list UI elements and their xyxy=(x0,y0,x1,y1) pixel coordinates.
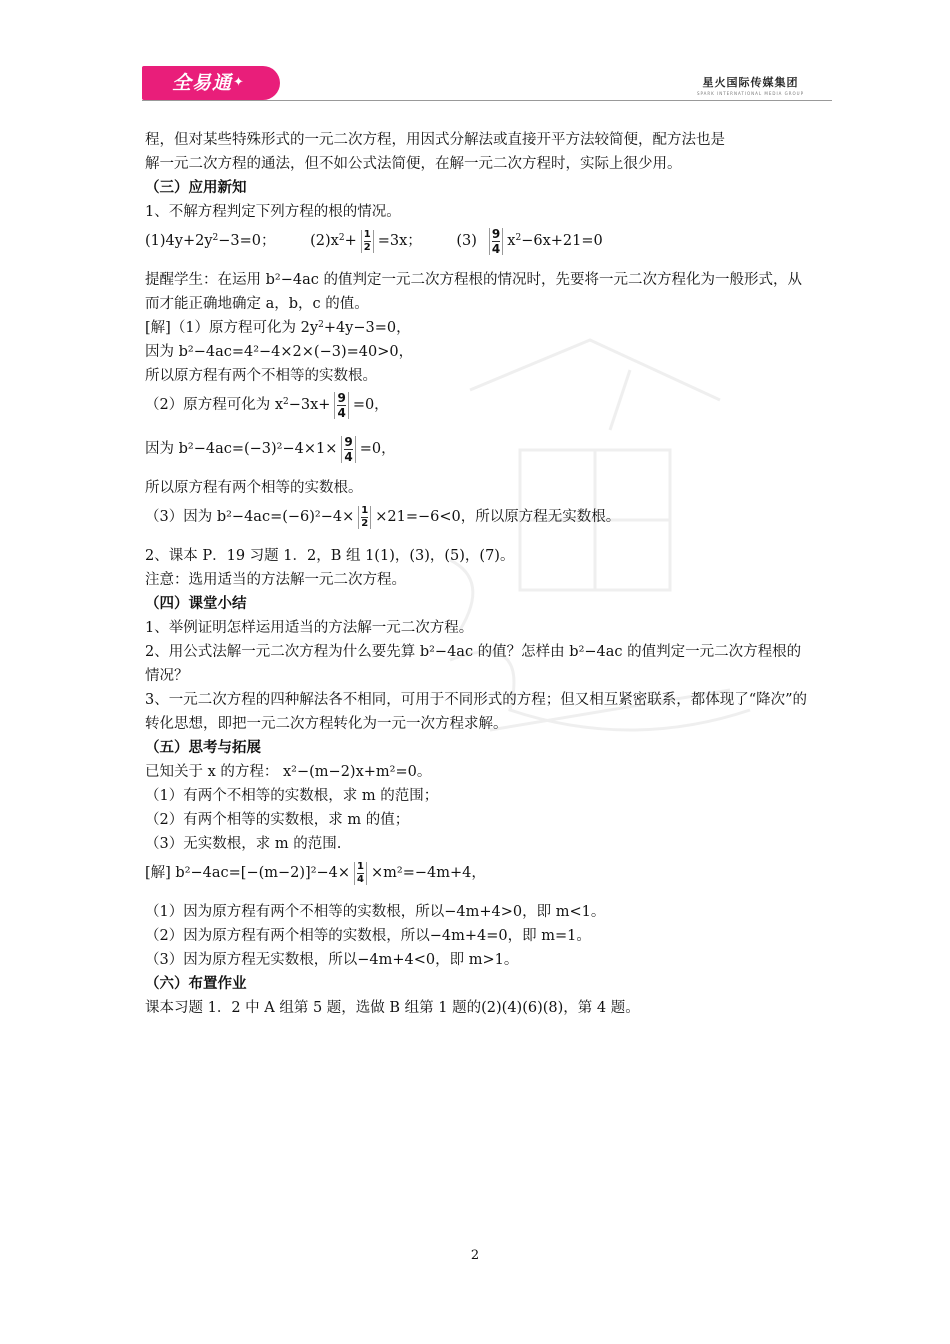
question: 2、课本 P．19 习题 1．2，B 组 1(1)，(3)，(5)，(7)。 xyxy=(145,548,515,564)
paragraph: 提醒学生：在运用 b²−4ac 的值判定一元二次方程根的情况时，先要将一元二次方程化为一般形式，从而才能正确地确定 a，b，c 的值。 xyxy=(145,272,802,312)
solution-line: 所以原方程有两个不相等的实数根。 xyxy=(145,368,377,384)
paragraph: 3、一元二次方程的四种解法各不相同，可用于不同形式的方程；但又相互紧密联系，都体现了“降次”的转化思想，即把一元二次方程转化为一元一次方程求解。 xyxy=(145,692,808,732)
publisher-brand xyxy=(697,74,804,96)
solution-line: （1）因为原方程有两个不相等的实数根，所以−4m+4>0，即 m<1。 xyxy=(145,904,606,920)
paragraph: 1、举例证明怎样运用适当的方法解一元二次方程。 xyxy=(145,620,474,636)
fraction: $\frac{9}{4}$ xyxy=(334,392,348,419)
fraction: $\frac{9}{4}$ xyxy=(489,228,503,255)
list-item: （3）无实数根，求 m 的范围. xyxy=(145,836,342,852)
list-item: （1）有两个不相等的实数根，求 m 的范围； xyxy=(145,788,439,804)
paragraph: 程，但对某些特殊形式的一元二次方程，用因式分解法或直接开平方法较简便，配方法也是 xyxy=(145,132,725,148)
paragraph: 课本习题 1．2 中 A 组第 5 题，选做 B 组第 1 题的(2)(4)(6)(8)，第 4 题。 xyxy=(145,1000,640,1016)
document-body xyxy=(145,128,810,1020)
solution-line: 因为 b²−4ac=4²−4×2×(−3)=40>0， xyxy=(145,344,414,360)
publisher-name-en: SPARK INTERNATIONAL MEDIA GROUP xyxy=(696,91,804,96)
equation-list: $(1)4y+2y^2-3=0$； $(2)x^2+$ $\frac{1}{2}$ =3x； (3) $\frac{9}{4}$ $x^2-6x+21=0$ xyxy=(145,226,603,256)
note: 注意：选用适当的方法解一元二次方程。 xyxy=(145,572,406,588)
brand-logo: 全易通✦ xyxy=(142,66,280,100)
section-heading: （六）布置作业 xyxy=(145,976,247,992)
section-heading: （四）课堂小结 xyxy=(145,596,247,612)
solution-line: （3）因为原方程无实数根，所以−4m+4<0，即 m>1。 xyxy=(145,952,519,968)
paragraph: 2、用公式法解一元二次方程为什么要先算 b²−4ac 的值？怎样由 b²−4ac 的值判定一元二次方程根的情况？ xyxy=(145,644,802,684)
fraction: $\frac{1}{4}$ xyxy=(354,862,367,885)
solution-line: （3）因为 b²−4ac=(−6)²−4× $\frac{1}{2}$ ×21=−6<0，所以原方程无实数根。 xyxy=(145,504,621,529)
solution-line: [解] b²−4ac=[−(m−2)]²−4× $\frac{1}{4}$ ×m²=−4m+4， xyxy=(145,860,486,885)
sparkle-icon: ✦ xyxy=(233,75,245,90)
header-rule xyxy=(142,100,832,101)
section-heading: （五）思考与拓展 xyxy=(145,740,261,756)
page-number: 2 xyxy=(470,1248,480,1263)
publisher-name: 星火国际传媒集团 xyxy=(702,76,799,89)
fraction: $\frac{9}{4}$ xyxy=(341,436,355,463)
list-item: （2）有两个相等的实数根，求 m 的值； xyxy=(145,812,410,828)
page-header xyxy=(142,66,832,102)
solution-line: 所以原方程有两个相等的实数根。 xyxy=(145,480,363,496)
paragraph: 已知关于 x 的方程： x²−(m−2)x+m²=0。 xyxy=(145,764,432,780)
solution-line: （2）因为原方程有两个相等的实数根，所以−4m+4=0，即 m=1。 xyxy=(145,928,591,944)
solution-line: （2）原方程可化为 $x^2-3x+$ $\frac{9}{4}$ =0， xyxy=(145,390,389,420)
solution-line: 因为 b²−4ac=(−3)²−4×1× $\frac{9}{4}$ =0， xyxy=(145,434,396,464)
solution-line: [解]（1）原方程可化为 $2y^2+4y-3=0$， xyxy=(145,320,411,336)
paragraph: 解一元二次方程的通法，但不如公式法简便，在解一元二次方程时，实际上很少用。 xyxy=(145,156,682,172)
fraction: $\frac{1}{2}$ xyxy=(358,506,371,529)
fraction: $\frac{1}{2}$ xyxy=(361,230,374,253)
section-heading: （三）应用新知 xyxy=(145,180,247,196)
question: 1、不解方程判定下列方程的根的情况。 xyxy=(145,204,401,220)
